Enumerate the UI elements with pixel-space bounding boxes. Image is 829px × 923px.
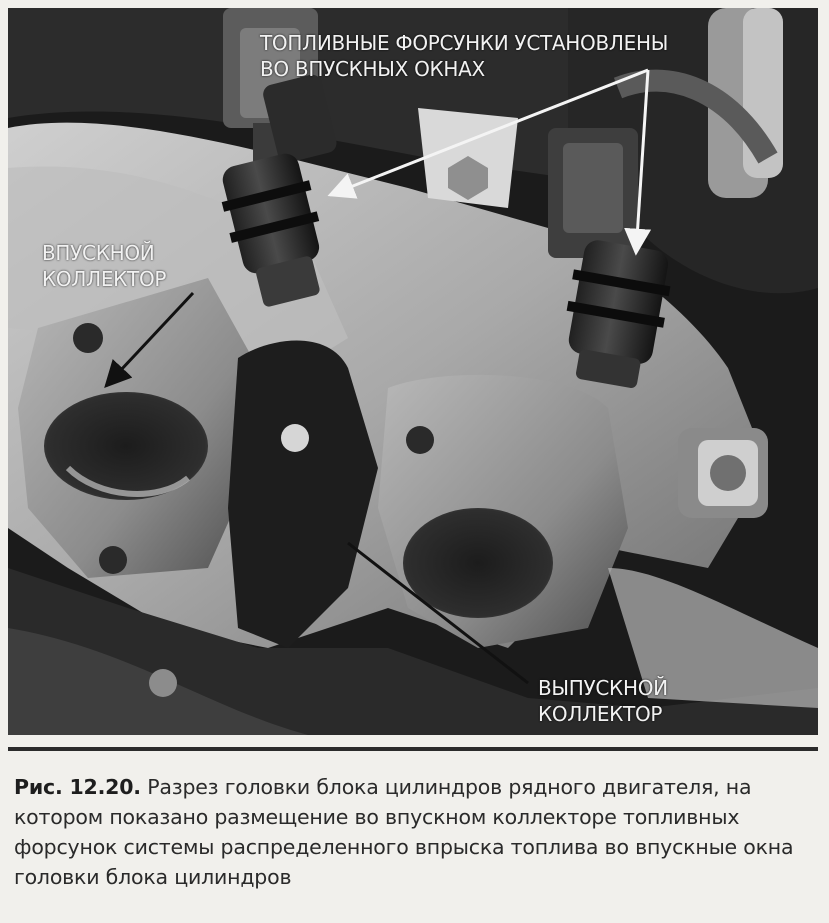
intake-label-line-1: ВПУСКНОЙ xyxy=(42,241,155,265)
caption-divider xyxy=(8,747,818,751)
engine-photo xyxy=(8,8,818,735)
exhaust-label-line-2: КОЛЛЕКТОР xyxy=(538,702,663,726)
injectors-label xyxy=(260,30,668,82)
injectors-label-line-1: ТОПЛИВНЫЕ ФОРСУНКИ УСТАНОВЛЕНЫ xyxy=(260,31,669,55)
figure-number: Рис. 12.20. xyxy=(14,775,141,799)
figure-caption xyxy=(14,772,814,892)
exhaust-label-line-1: ВЫПУСКНОЙ xyxy=(538,676,668,700)
injectors-label-line-2: ВО ВПУСКНЫХ ОКНАХ xyxy=(260,57,485,81)
caption-text: Разрез головки блока цилиндров рядного двигателя, на котором показано размещение во впускном коллекторе топливных форсунок системы распределенного впрыска топлива во впускные окна головки блока цилиндров xyxy=(14,775,794,889)
exhaust-manifold-label xyxy=(538,675,668,727)
intake-label-line-2: КОЛЛЕКТОР xyxy=(42,267,167,291)
intake-manifold-label xyxy=(42,240,166,292)
